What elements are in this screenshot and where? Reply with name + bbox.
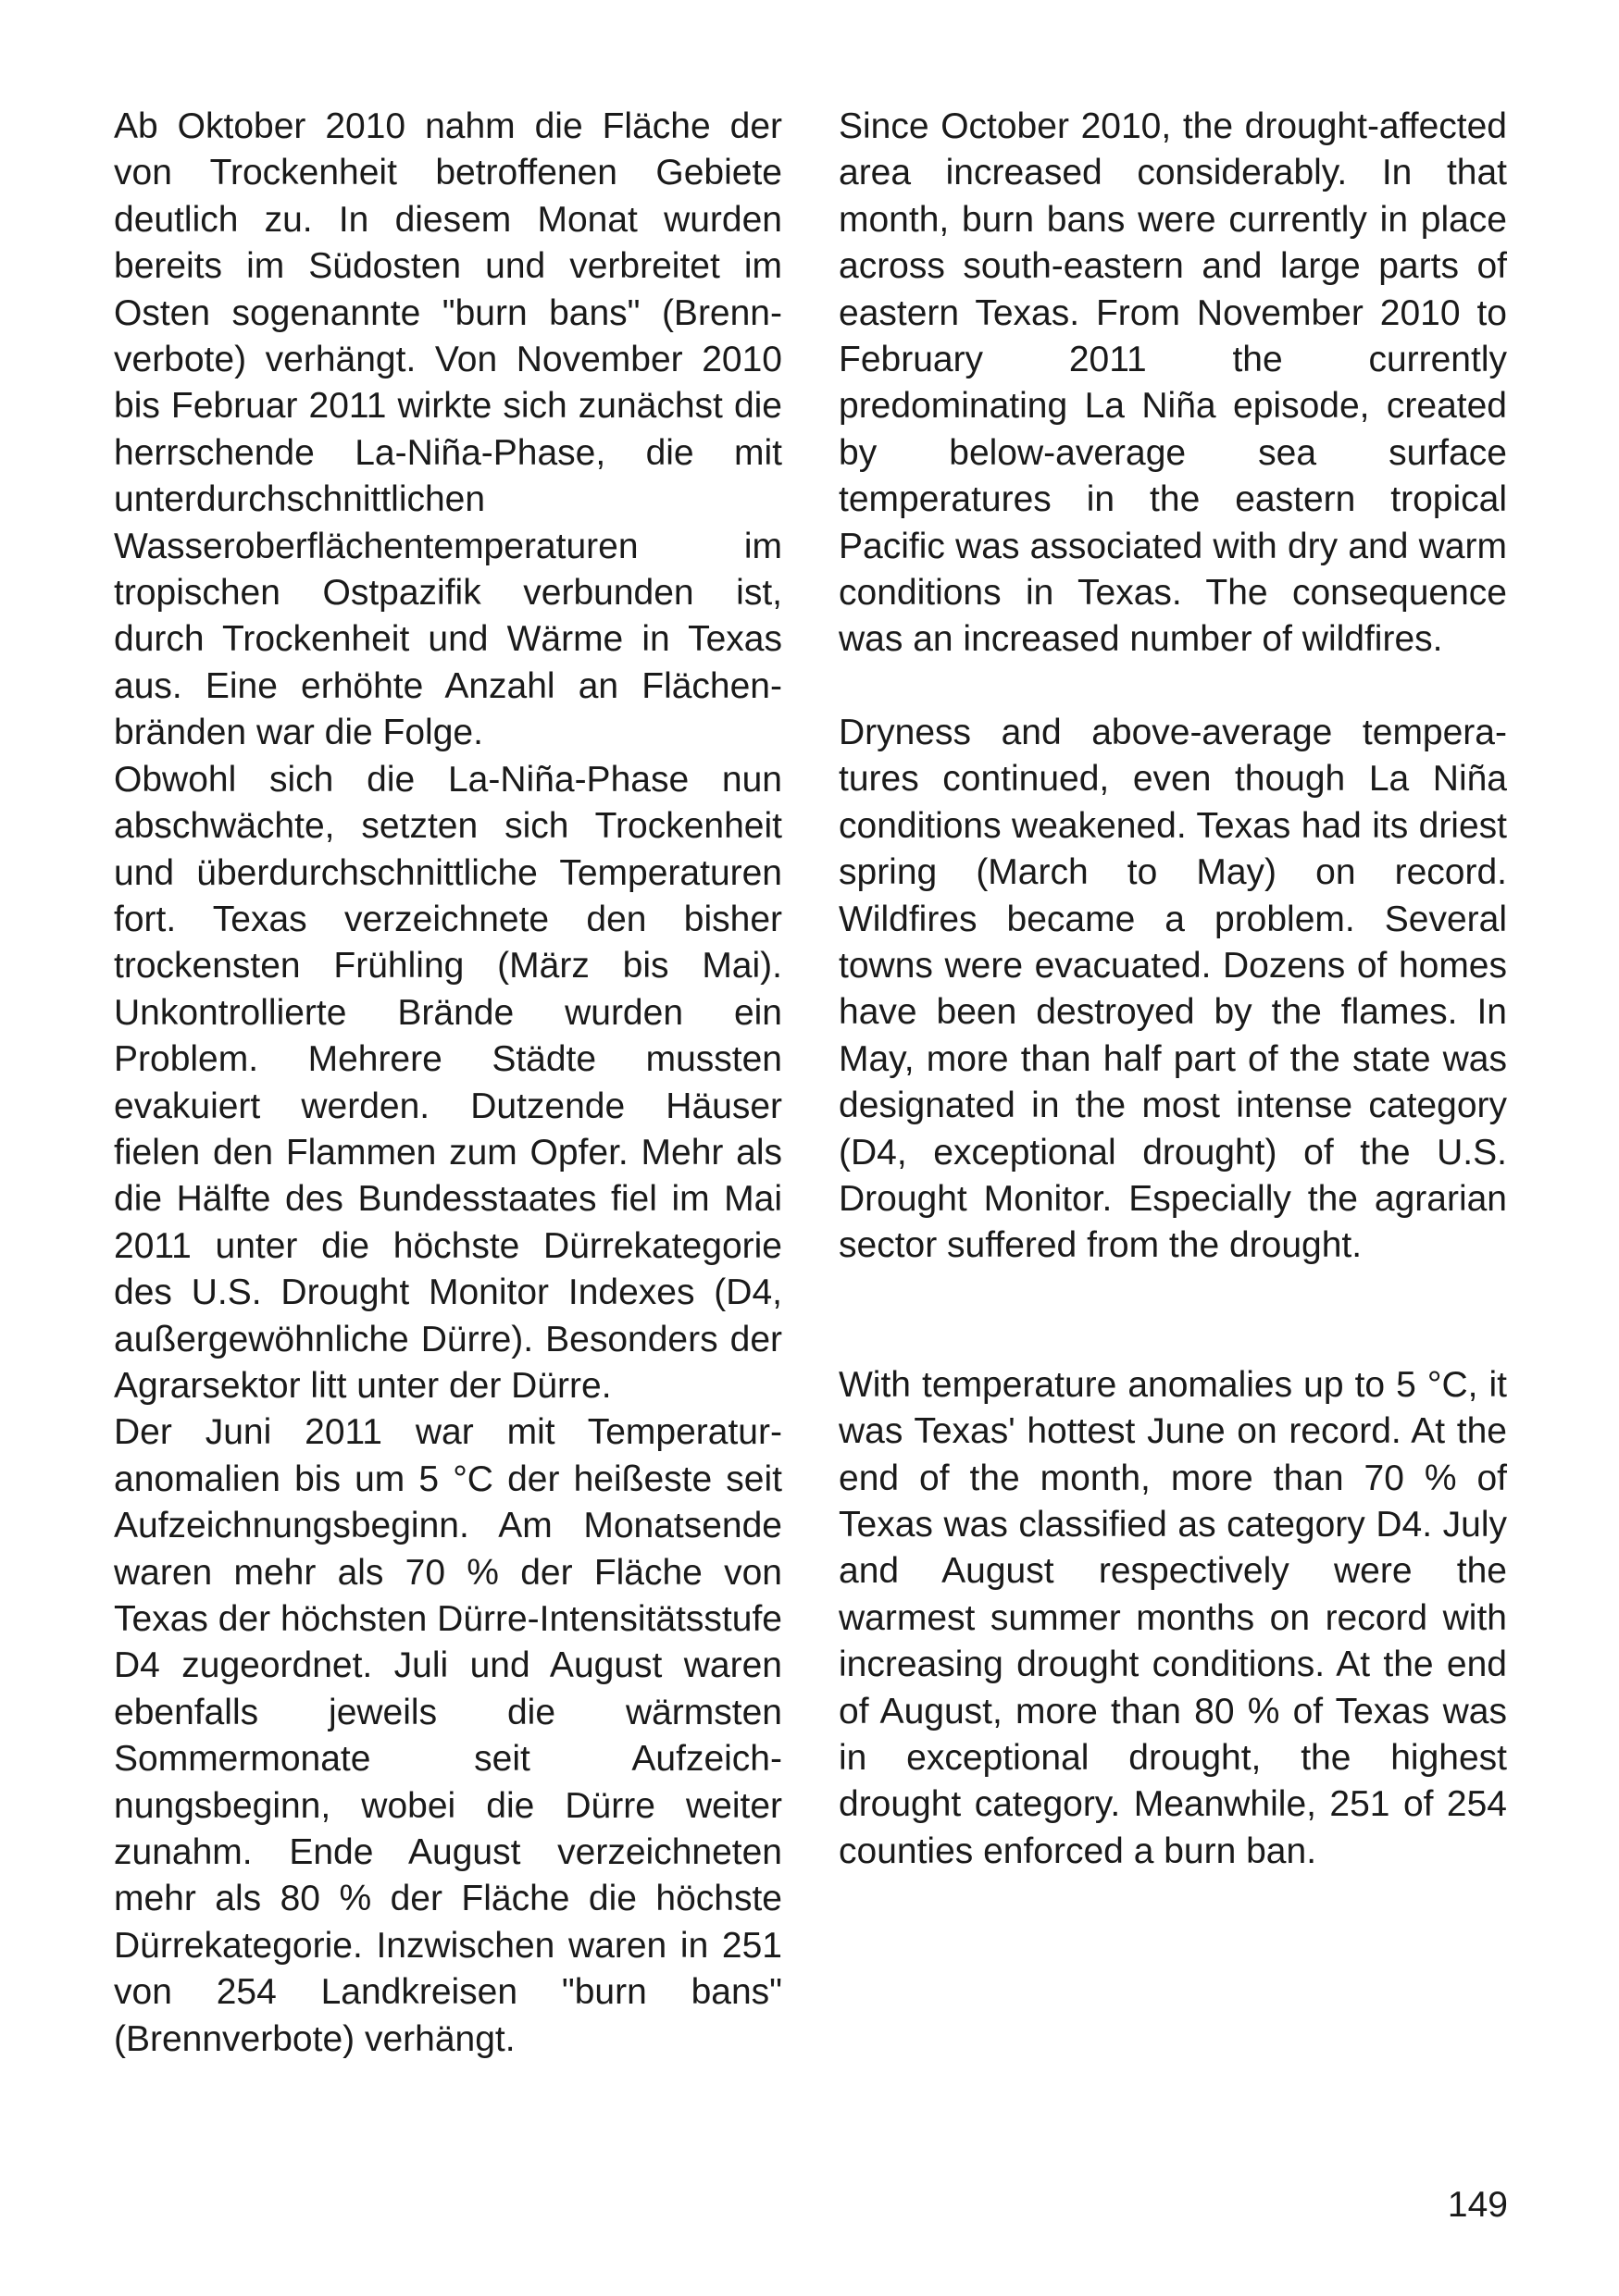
english-column	[839, 104, 1507, 1875]
german-paragraph-3: Der Juni 2011 war mit Temperaturanomalien bis um 5 °C der heißeste seit Aufzeichnungsbeginn. Am Monatsende waren mehr als 70 % der Fläche von Texas der höchsten Dürre-Intensitätsstufe D4 zugeordnet. Juli und August waren ebenfalls jeweils die wärmsten Sommermonate seit Aufzeichnungsbeginn, wobei die Dürre weiter zunahm. Ende August verzeichneten mehr als 80 % der Fläche die höchste Dürrekategorie. Inzwischen waren in 251 von 254 Landkreisen "burn bans" (Brennverbote) verhängt.	[114, 1412, 782, 2059]
german-paragraph-1: Ab Oktober 2010 nahm die Fläche der von Trockenheit betroffenen Gebiete deutlich zu. In diesem Monat wurden bereits im Südosten und verbreitet im Osten sogenannte "burn bans" (Brennverbote) verhängt. Von November 2010 bis Februar 2011 wirkte sich zunächst die herrschende La-Niña-Phase, die mit unterdurchschnittlichen Wasseroberflächentemperaturen im tropischen Ostpazifik verbunden ist, durch Trockenheit und Wärme in Texas aus. Eine erhöhte Anzahl an Flächenbränden war die Folge.	[114, 106, 782, 753]
german-column	[114, 104, 782, 2063]
english-paragraph-3: With temperature anomalies up to 5 °C, it was Texas' hottest June on record. At the end of the month, more than 70 % of Texas was classified as category D4. July and August respectively were the warmest summer months on record with increasing drought conditions. At the end of August, more than 80 % of Texas was in exceptional drought, the highest drought category. Meanwhile, 251 of 254 counties enforced a burn ban.	[839, 1364, 1507, 1871]
german-paragraph-2: Obwohl sich die La-Niña-Phase nun abschwächte, setzten sich Trockenheit und überdurchschnittliche Temperaturen fort. Texas verzeichnete den bisher trockensten Frühling (März bis Mai). Unkontrollierte Brände wurden ein Problem. Mehrere Städte mussten evakuiert werden. Dutzende Häuser fielen den Flammen zum Opfer. Mehr als die Hälfte des Bundesstaates fiel im Mai 2011 unter die höchste Dürrekategorie des U.S. Drought Monitor Indexes (D4, außergewöhnliche Dürre). Besonders der Agrarsektor litt unter der Dürre.	[114, 759, 782, 1406]
english-paragraph-2: Dryness and above-average temperatures continued, even though La Niña conditions weakened. Texas had its driest spring (March to May) on record. Wildfires became a problem. Several towns were evacuated. Dozens of homes have been destroyed by the flames. In May, more than half part of the state was designated in the most intense category (D4, exceptional drought) of the U.S. Drought Monitor. Especially the agrarian sector suffered from the drought.	[839, 712, 1507, 1266]
english-paragraph-1: Since October 2010, the drought-affected area increased considerably. In that month, burn bans were currently in place across south-eastern and large parts of eastern Texas. From November 2010 to February 2011 the currently predominating La Niña episode, created by below-average sea surface temperatures in the eastern tropical Pacific was associated with dry and warm conditions in Texas. The consequence was an increased number of wildfires.	[839, 106, 1507, 660]
page-number: 149	[1447, 2185, 1508, 2225]
